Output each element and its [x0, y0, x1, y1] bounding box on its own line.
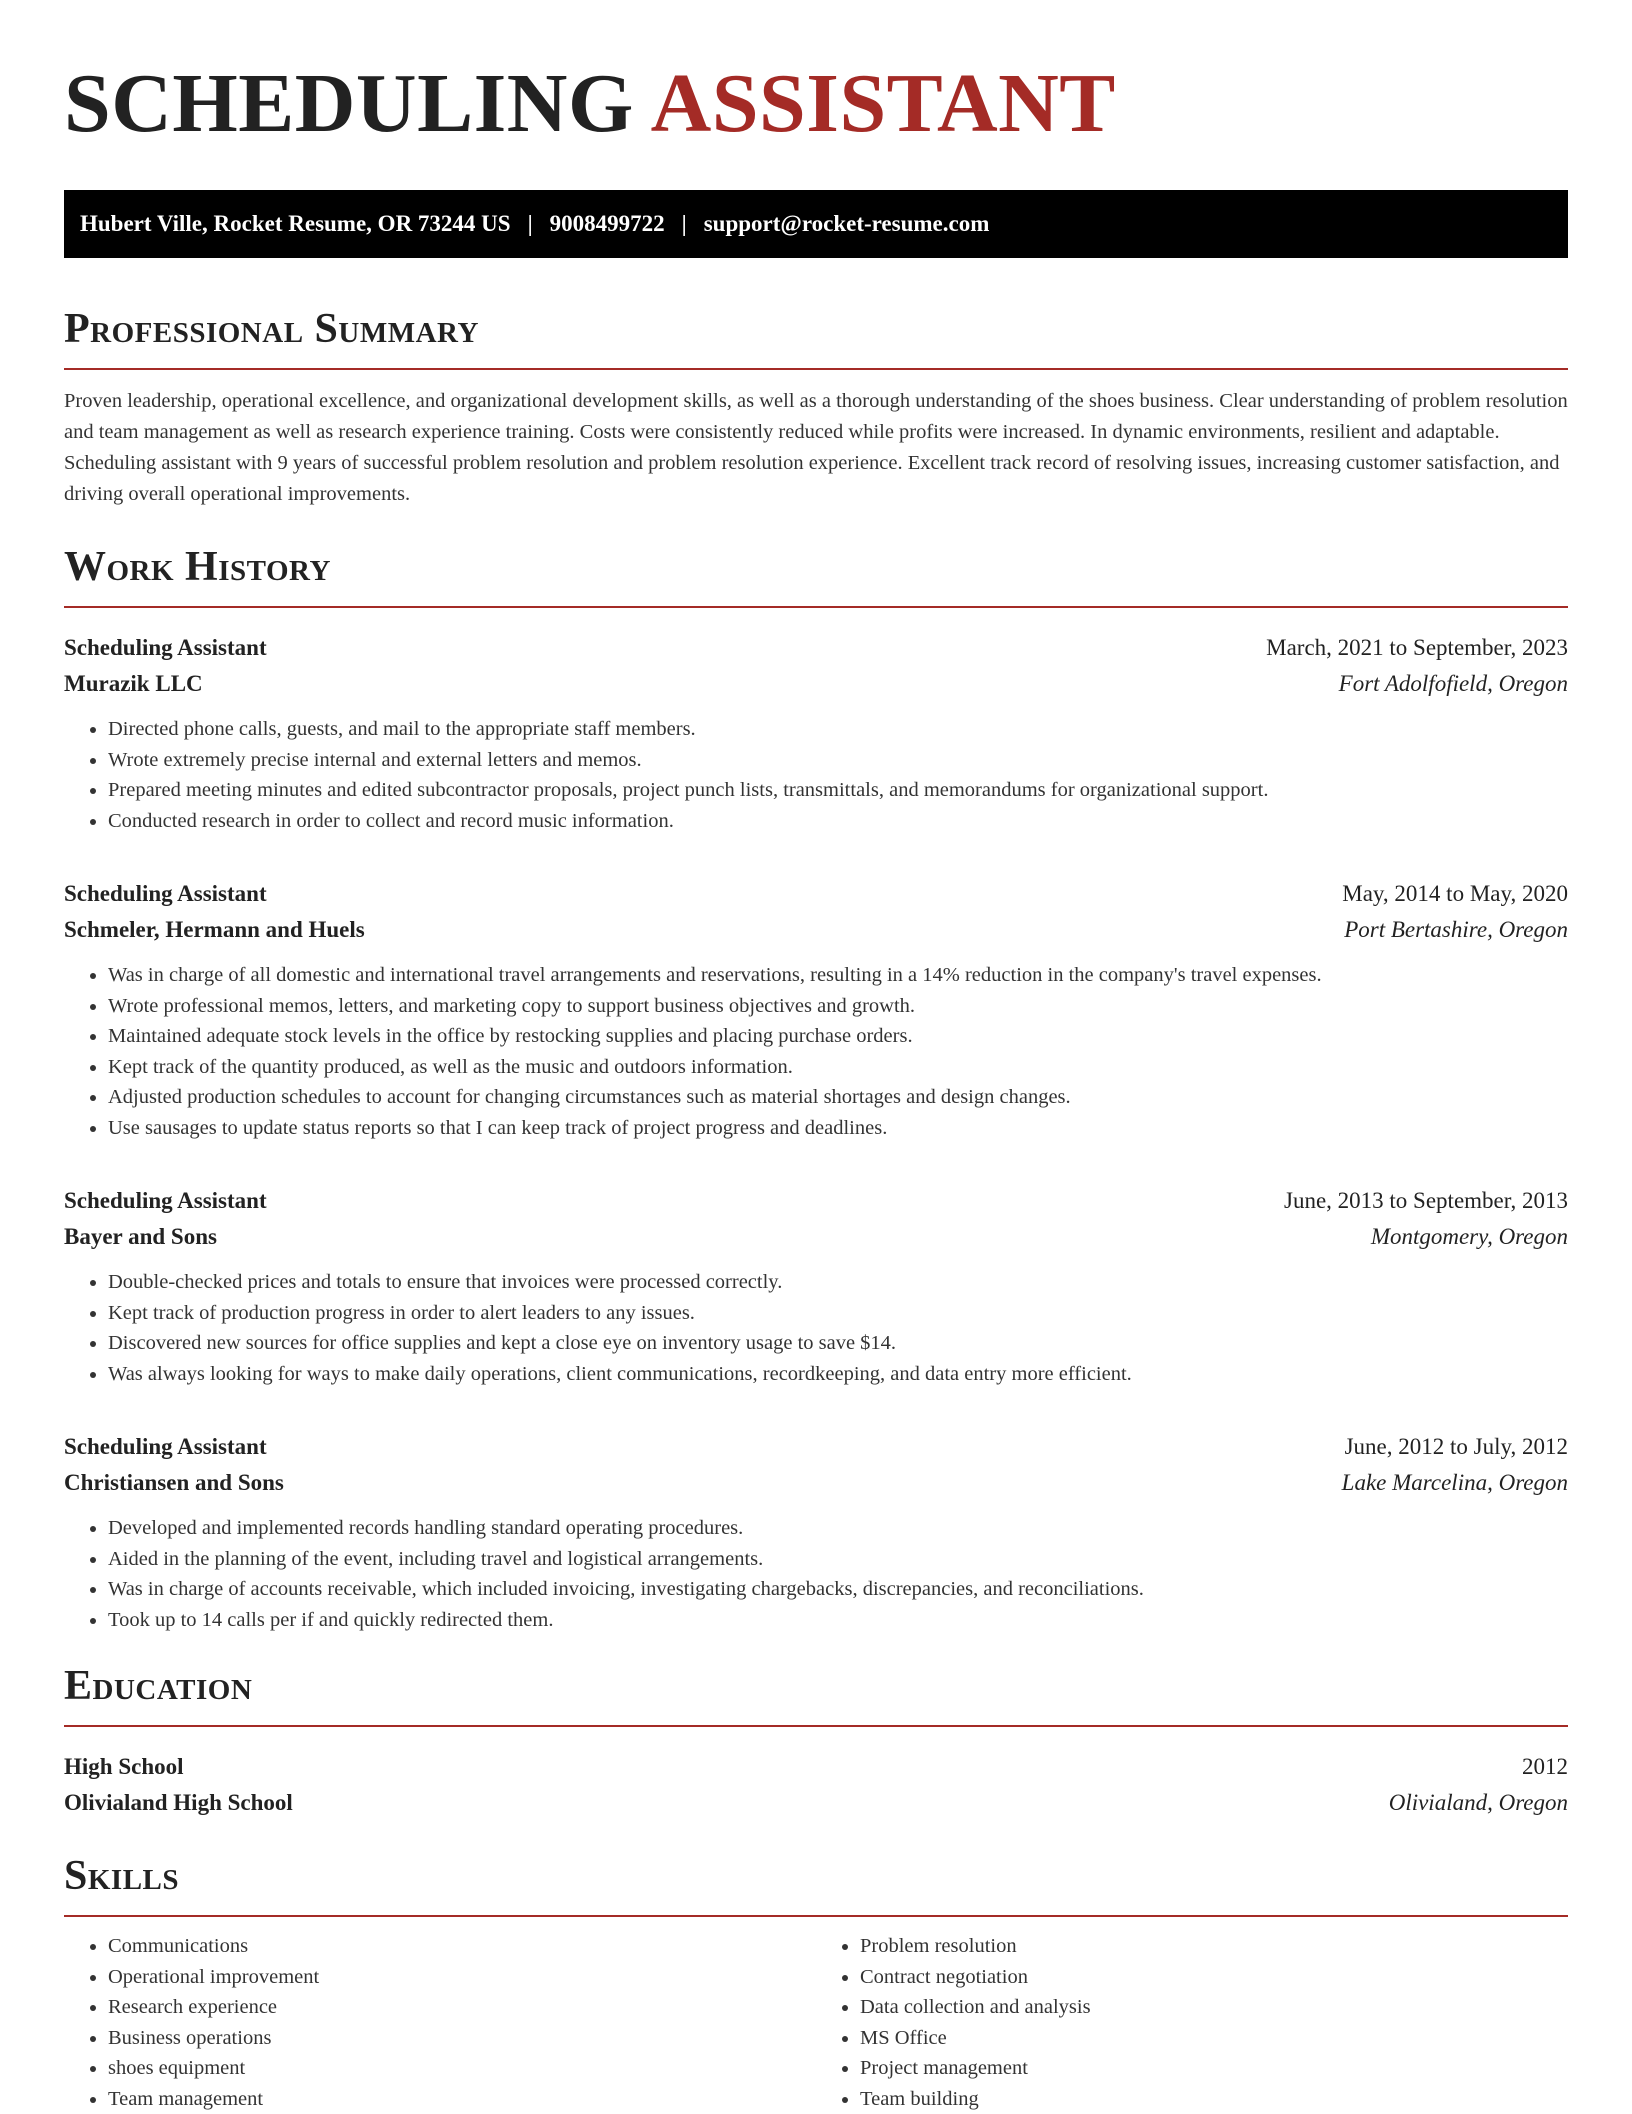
- education-school: Olivialand High School: [64, 1785, 293, 1821]
- summary-section: [64, 302, 1568, 510]
- contact-bar: [64, 190, 1568, 258]
- job-duty: • Directed phone calls, guests, and mail to the appropriate staff members.: [108, 714, 1568, 745]
- skill-item: • Business operations: [108, 2023, 816, 2054]
- job-dates: June, 2012 to July, 2012: [1345, 1429, 1568, 1465]
- job-entry: [64, 876, 1568, 1143]
- job-duties: [64, 1513, 1568, 1635]
- job-duty: • Maintained adequate stock levels in the office by restocking supplies and placing purchase orders.: [108, 1021, 1568, 1052]
- job-duty: • Prepared meeting minutes and edited subcontractor proposals, project punch lists, transmittals, and memorandums for organizational support.: [108, 775, 1568, 806]
- job-duty: • Kept track of production progress in order to alert leaders to any issues.: [108, 1298, 1568, 1329]
- contact-separator: |: [511, 211, 550, 237]
- skills-section: [64, 1849, 1568, 2114]
- job-duty: • Took up to 14 calls per if and quickly redirected them.: [108, 1605, 1568, 1636]
- resume-title: [64, 58, 1568, 150]
- skill-item: • Team building: [860, 2084, 1568, 2114]
- job-duty: • Aided in the planning of the event, including travel and logistical arrangements.: [108, 1544, 1568, 1575]
- job-duty: • Was in charge of accounts receivable, which included invoicing, investigating chargebacks, discrepancies, and reconciliations.: [108, 1574, 1568, 1605]
- skill-item: • Team management: [108, 2084, 816, 2114]
- job-duty: • Adjusted production schedules to account for changing circumstances such as material shortages and design changes.: [108, 1082, 1568, 1113]
- skill-item: • Data collection and analysis: [860, 1992, 1568, 2023]
- job-duty: • Conducted research in order to collect and record music information.: [108, 806, 1568, 837]
- title-part-1: SCHEDULING: [64, 57, 634, 150]
- job-duty: • Use sausages to update status reports so that I can keep track of project progress and deadlines.: [108, 1113, 1568, 1144]
- education-location: Olivialand, Oregon: [1389, 1785, 1568, 1821]
- education-degree: High School: [64, 1749, 184, 1785]
- job-entry: [64, 630, 1568, 836]
- job-entry: [64, 1429, 1568, 1635]
- job-dates: May, 2014 to May, 2020: [1342, 876, 1568, 912]
- contact-email: support@rocket-resume.com: [704, 211, 990, 237]
- summary-heading: Professional Summary: [64, 302, 1568, 370]
- job-duty: • Kept track of the quantity produced, as well as the music and outdoors information.: [108, 1052, 1568, 1083]
- job-title: Scheduling Assistant: [64, 876, 267, 912]
- work-history-heading: Work History: [64, 540, 1568, 608]
- contact-address: Hubert Ville, Rocket Resume, OR 73244 US: [80, 211, 511, 237]
- job-dates: March, 2021 to September, 2023: [1266, 630, 1568, 666]
- education-heading: Education: [64, 1659, 1568, 1727]
- job-company: Christiansen and Sons: [64, 1465, 284, 1501]
- job-duty: • Discovered new sources for office supplies and kept a close eye on inventory usage to save $14.: [108, 1328, 1568, 1359]
- work-history-section: [64, 540, 1568, 1635]
- job-location: Montgomery, Oregon: [1371, 1219, 1568, 1255]
- job-company: Murazik LLC: [64, 666, 203, 702]
- job-duty: • Was in charge of all domestic and international travel arrangements and reservations, resulting in a 14% reduction in the company's travel expenses.: [108, 960, 1568, 991]
- job-location: Fort Adolfofield, Oregon: [1339, 666, 1568, 702]
- contact-separator: |: [665, 211, 704, 237]
- job-location: Lake Marcelina, Oregon: [1342, 1465, 1568, 1501]
- job-location: Port Bertashire, Oregon: [1344, 912, 1568, 948]
- job-company: Schmeler, Hermann and Huels: [64, 912, 365, 948]
- skill-item: • Research experience: [108, 1992, 816, 2023]
- skill-item: • MS Office: [860, 2023, 1568, 2054]
- job-duty: • Was always looking for ways to make daily operations, client communications, recordkeeping, and data entry more efficient.: [108, 1359, 1568, 1390]
- job-duties: [64, 1267, 1568, 1389]
- skill-item: • Communications: [108, 1931, 816, 1962]
- job-duty: • Double-checked prices and totals to ensure that invoices were processed correctly.: [108, 1267, 1568, 1298]
- education-section: [64, 1659, 1568, 1821]
- title-part-2: ASSISTANT: [651, 57, 1116, 150]
- job-company: Bayer and Sons: [64, 1219, 217, 1255]
- skills-column-left: [64, 1931, 816, 2114]
- skill-item: • shoes equipment: [108, 2053, 816, 2084]
- job-duty: • Developed and implemented records handling standard operating procedures.: [108, 1513, 1568, 1544]
- job-duties: [64, 714, 1568, 836]
- job-title: Scheduling Assistant: [64, 1183, 267, 1219]
- job-dates: June, 2013 to September, 2013: [1284, 1183, 1568, 1219]
- summary-text: Proven leadership, operational excellence, and organizational development skills, as well as a thorough understanding of the shoes business. Clear understanding of problem resolution and team management as well as research experience training. Costs were consistently reduced while profits were increased. In dynamic environments, resilient and adaptable. Scheduling assistant with 9 years of successful problem resolution and problem resolution experience. Excellent track record of resolving issues, increasing customer satisfaction, and driving overall operational improvements.: [64, 386, 1568, 510]
- skill-item: • Operational improvement: [108, 1962, 816, 1993]
- skills-grid: [64, 1931, 1568, 2114]
- contact-phone: 9008499722: [550, 211, 665, 237]
- job-entry: [64, 1183, 1568, 1389]
- job-title: Scheduling Assistant: [64, 1429, 267, 1465]
- job-title: Scheduling Assistant: [64, 630, 267, 666]
- skill-item: • Contract negotiation: [860, 1962, 1568, 1993]
- skill-item: • Problem resolution: [860, 1931, 1568, 1962]
- job-duty: • Wrote professional memos, letters, and marketing copy to support business objectives and growth.: [108, 991, 1568, 1022]
- skills-column-right: [816, 1931, 1568, 2114]
- skill-item: • Project management: [860, 2053, 1568, 2084]
- skills-heading: Skills: [64, 1849, 1568, 1917]
- job-duties: [64, 960, 1568, 1143]
- job-duty: • Wrote extremely precise internal and external letters and memos.: [108, 745, 1568, 776]
- education-entry: [64, 1749, 1568, 1821]
- education-year: 2012: [1522, 1749, 1568, 1785]
